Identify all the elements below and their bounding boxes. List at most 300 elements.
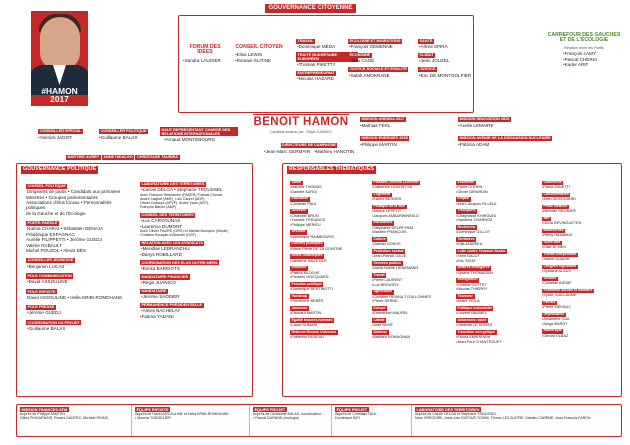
theme-label: Industrie [291,265,307,270]
theme-name: • Amandine GUIL [542,317,618,321]
theme-label: Urbanisme, sport [457,317,487,322]
haut-representant-name: • Arnaud MONTEBOURG [160,137,240,142]
theme-label: Logement [373,192,391,196]
responsables-column [372,179,448,341]
gp-text: Avec Olivier FAURE (GRG) et Martial Bourquin (Sénat), [140,229,229,234]
theme-name: • Pierre LAURENT [372,278,448,282]
pillar-label: ÉCOLOGIE ET MIGRATIONS [349,39,401,43]
mission-label: MISSION AGENDA 2017 [361,117,405,121]
bottom-text: Auprès de Christian PAUL : [335,412,379,417]
gp-text: de la Gauche et de l'Écologie [26,210,86,216]
responsables-columns [290,179,620,395]
governance-title-wrap [238,4,383,13]
pillar-name: • Jean JOUZEL [418,58,470,63]
pillar-label: CLIMAT [419,53,434,58]
hashtag-caption: #HAMON 2017 [41,85,78,105]
pillar-name: • Julia CAGÉ [348,58,410,63]
theme-item [542,263,618,274]
theme-name: • Annick LEPETIT [372,209,448,213]
mission-label: MISSION ÉNERGIES 2025 [361,136,408,140]
theme-name: • Gaëtan GORCE [372,242,448,246]
theme-item [456,207,532,222]
carrefour-block [545,33,623,68]
theme-label: Immigration [457,277,478,282]
theme-item [456,248,532,263]
gp-text: Associations d'élus locaux • Personnalités politiques [26,199,112,211]
theme-item [542,299,618,310]
theme-name: • Catherine LEMORTON [372,185,448,189]
theme-name: • Vivianne LE DISSEZ [456,323,532,327]
mission-dissuasion [458,135,608,147]
theme-label: Recherche [457,224,476,229]
theme-name: • Jean-Patrick GILLE [372,254,448,258]
mission-name: • Axelle LEMAIRE [458,123,568,128]
theme-label: Fiscalité, Revenu Universel [373,180,419,184]
theme-item [372,260,448,271]
pillar-name: • Nicolas HAZARD [296,76,358,81]
candidate-last-name: HAMON [303,116,349,128]
theme-label: Jeunesse [291,305,308,310]
theme-item [290,252,366,263]
theme-name: • Dominique RAIMBOURG [290,235,366,239]
theme-item [456,305,532,316]
theme-item [456,195,532,206]
theme-item [372,288,448,303]
theme-name: • Jean DESESSARD [542,197,618,201]
theme-label: Outre-mer [543,240,561,244]
theme-label: Transition énergétique [457,329,496,334]
bottom-text: Auprès de Carole DELGA et Stéphane TROUSSEL : [415,412,499,417]
gp-label: LABORATOIRE DES TERRITOIRES [141,182,205,186]
bottom-cell [17,405,119,436]
theme-name: • Sylvaine ALAUX [542,269,618,273]
theme-label: Famille [543,300,556,304]
theme-name: • Gérard ELBAZ [542,334,618,338]
theme-name: • Philippe MERIEU [290,223,366,227]
conseil-name: • Romain SLITINE [235,58,283,63]
theme-item [290,317,366,328]
theme-label: Biodiversité [543,228,564,232]
gp-text: Valérie RABAULT [26,242,63,248]
theme-label: Agriculture [373,289,393,294]
theme-item [290,207,366,227]
directeurs-label: DIRECTEURS DE CAMPAGNE [282,143,336,147]
theme-name: • Jacques AMBARWINKELD [372,214,448,218]
directeur-name: • Mathieu HANOTIN [314,149,354,154]
gp-text: • Danys ROBILLARD [140,252,250,257]
theme-name: • Serge BARDY [542,322,618,326]
responsables-title: RESPONSABLES THÉMATIQUES [289,166,374,172]
theme-label: Économie sociale et solidaire [543,288,593,292]
gp-text: François Baroin (AMF) [140,205,177,210]
theme-label: Emploi [457,196,470,201]
conseil-citoyen [235,45,283,63]
conseillers-row [66,154,196,160]
theme-item [290,195,366,206]
gp-text: • Carole DELGA • Stéphane TROUSSEL [140,187,250,192]
theme-item [372,248,448,259]
theme-item [372,272,448,287]
bottom-strip [16,404,622,437]
theme-name: • Chantal GUTTET [456,283,532,287]
mission-name: • Mathias FEKL [360,123,450,128]
bottom-cell [331,405,411,436]
theme-name: • Yannick TRIGANCE [290,218,366,222]
mission-agenda [360,116,450,128]
theme-name: • Eric SIGAT [456,259,532,263]
mission-name: • Philippe MARTIN [360,142,450,147]
theme-item [456,276,532,291]
gp-label: PERMANENCE PRÉSIDENTIELLE [141,303,203,308]
conseiller-badge: CHRISTIANE TAUBIRA [136,155,179,159]
conseiller-badge: MARTINE AUBRY [67,155,100,159]
theme-label: Dépendance [543,312,565,316]
gp-text: • Guillaume BALAS [26,326,131,331]
gp-text: • Régis JUANICO [140,280,250,285]
theme-name: • Dominique GILLOT [456,230,532,234]
theme-label: Langues régionales [543,264,577,268]
responsables-column [542,179,618,339]
theme-name: • Nicolas THIERRY [456,287,532,291]
directeur-name: • Jean-Marc GERMAIN [264,149,310,154]
theme-label: Égalité femmes-hommes [291,317,333,322]
theme-item [456,179,532,194]
theme-item [372,317,448,328]
theme-item [456,264,532,275]
gp-label: CONSEILLER JEUNESSE [27,258,74,263]
theme-item [290,264,366,279]
theme-name: • Pierre SERNE [372,299,448,303]
bottom-label: ÉQUIPE PROJET [336,407,368,412]
governance-title: GOUVERNANCE CITOYENNE [265,4,357,13]
theme-name: • Luc BROUSSY [372,283,448,287]
theme-name: • Patrick BLOCHE [290,271,366,275]
bottom-cell [411,405,621,436]
bottom-cell [249,405,331,436]
bottom-label: MISSION FINANCES-SFM [21,407,68,412]
theme-label: Territoires [457,236,475,241]
theme-label: Handicap [291,293,308,298]
gp-text: Ministres • Groupes parlementaires [26,194,98,200]
mission-name: • Patricia ADAM [458,142,608,147]
theme-label: Éducation [291,196,309,201]
theme-name: • Christian PAUL [290,202,366,206]
gp-label: PORTE-PAROLE [27,221,58,226]
gp-label: POLE COMMUNICATION [27,273,72,278]
theme-name: • André VIOLA [456,299,532,303]
theme-label: Politique industrielle [457,305,492,310]
theme-name: • Marie-Pierre DE LA GONTRIE [290,247,366,251]
haut-representant [160,127,240,143]
theme-label: Fonction publique [291,281,322,286]
conseiller-special-label: CONSEILLER SPÉCIAL [39,129,82,133]
pillar-label: TRAITÉ BUDGÉTAIRE EUROPÉEN [296,52,358,61]
theme-label: Commerce [543,180,562,184]
theme-item [372,179,448,190]
theme-label: Laïcité [373,317,385,322]
gp-text: • Benjamin LUCAS [26,264,131,269]
theme-label: Libertés publiques [291,241,323,246]
theme-item [542,215,618,226]
theme-item [456,224,532,235]
bottom-label: LABORATOIRE DES TERRITOIRES [416,407,480,412]
theme-name: • Michelle MEUNIER [542,209,618,213]
bottom-label: ÉQUIPE PROJET [254,407,286,412]
conseiller-special [38,128,96,140]
mission-innovation [458,116,568,128]
gp-text: Aurélie FILIPPETTI • Jérôme GUEDJ [26,237,102,243]
conseiller-politique-label: CONSEILLER POLITIQUE [100,129,147,133]
theme-item [542,275,618,286]
gp-left-column [26,183,131,334]
theme-item [372,203,448,218]
theme-name: • Pierre MÉHAUX [542,305,618,309]
theme-item [456,329,532,344]
gp-text: David ASSOULINE • Hella KRIBI-ROMDHANE [27,294,123,300]
haut-representant-label: HAUT REPRÉSENTANT CHARGÉ DES RELATIONS INTERNATIONALES [160,127,238,136]
gp-text: • Jérome SADDIER [140,294,250,299]
theme-item [542,251,618,262]
gp-text: Frédérique ESPAGNAC [26,231,75,237]
theme-item [542,203,618,214]
gouvernance-politique-title: GOUVERNANCE POLITIQUE [23,166,97,172]
theme-item [290,293,366,304]
theme-label: Consommation [543,192,569,196]
pillar-label: ÉCONOMIE [349,53,371,58]
theme-item [372,236,448,247]
forum-des-idees [183,45,227,63]
theme-name: • Christian ASSAF [542,281,618,285]
carrefour-name: • François LAMY [563,51,623,56]
theme-label: Lutte contre l'évasion fiscale [457,248,506,253]
pillar-label: SANTÉ [419,39,433,43]
theme-name: • Yanne GUAZIN [542,257,618,261]
theme-label: Institutions [373,220,393,225]
conseiller-special-name: • Yannick JADOT [38,135,96,140]
candidate-photo [31,11,88,106]
conseil-title: CONSEIL CITOYEN [235,44,283,50]
theme-name: • Dominique BERTINOTTI [290,287,366,291]
theme-name: • Édouard MARTIN [290,311,366,315]
theme-name: • Jean-Jacques FILLEUL [456,202,532,206]
mission-label: MISSION AVENIR DE LA DISSUASION NUCLÉAIRE [459,136,551,140]
carrefour-title: CARREFOUR DES GAUCHES ET DE L'ÉCOLOGIE [547,32,621,44]
theme-name: • Karine BERGER [372,197,448,201]
gp-text: • Alexis BACHELAY [140,308,250,313]
responsables-column [456,179,532,345]
theme-name: • Laurent BAUMEL [456,311,532,315]
theme-name: • Fabienne BUREAU [290,335,366,339]
theme-item [542,179,618,190]
gp-label: CONSEIL POLITIQUE [27,184,66,188]
theme-name: • Daniele AUROI [290,190,366,194]
theme-item [290,179,366,194]
gp-text: • Ericka BAREIGTS [140,266,250,271]
theme-name: • Sylvine THOMASSIN [456,271,532,275]
bottom-text: Gilles PINGUENAIS, Roxani DANTEC, Michèle RIVASI [20,416,109,421]
theme-name: • Jean-Paul CHANTEGUET [456,340,532,344]
theme-item [456,236,532,247]
theme-name: • Élise DI MEO [542,245,618,249]
theme-item [542,191,618,202]
theme-label: Protection sociale [373,248,404,253]
theme-label: Sécurité [291,229,306,234]
pillar-name: • François GEMENNE [348,44,410,49]
pillar-label: JUSTICE SOCIALE ET ÉGALITÉ [349,67,407,72]
theme-label: Numérique [543,328,562,333]
theme-name: • Charlotte BRUN [290,214,366,218]
theme-name: • Pierre COHEN [456,185,532,189]
theme-label: Tourisme [457,293,473,298]
theme-item [542,311,618,326]
gp-label: MANDATAIRE FINANCIER [141,274,189,279]
responsables-title-wrap [287,166,376,174]
gp-label: COORDINATION DU PROJET [27,320,80,325]
theme-name: • Bastien FRANÇOIS [372,230,448,234]
theme-item [542,287,618,298]
pillar-name: • Alfred SPIRA [418,44,470,49]
theme-item [290,329,366,340]
theme-item [372,219,448,234]
theme-name: • Sylvie GUILLAUME [542,293,618,297]
bottom-text: Marc GRÉGOIRE, Anne-Lise DUFOUR-TONINI, Florian LECOULTRE, Damien CARÊME, Jean-François FARON [415,416,591,421]
gp-label: MANDATAIRE [141,289,167,294]
theme-item [542,227,618,238]
gp-text: Christine Bouquin d'Albertini (DGF) [140,233,197,238]
gp-text: Avec François Rebsamen (FADER) Francis Chouat, [140,192,223,197]
gp-text: • Fatima YADANI [140,314,250,319]
bottom-label: ÉQUIPE RIPOSTE [136,407,169,412]
theme-name: • Emmanuel MAUREL [372,311,448,315]
theme-name: • Sandrine MAZETIER [290,259,366,263]
theme-label: Petite enfance [543,204,568,208]
theme-name: • Stéphanie DELPEYRAT [372,226,448,230]
theme-item [456,293,532,304]
forum-name: • Sandra LAUGIER [183,58,227,63]
gp-label: POLE PRESSE [27,305,55,310]
bottom-text: • Pascal DURAND (écologie) [253,416,300,421]
theme-name: • Chaynesse KHIROUNI [456,214,532,218]
theme-name: • Paola ZANETTI [542,185,618,189]
gp-text: • Luc CARVOUNAS [140,218,250,223]
theme-name: • Sandrine CHARNOZ [456,218,532,222]
theme-name: • Barbara ROMAGNAN [372,335,448,339]
gp-text: • Laurence DUMONT [140,224,250,229]
theme-label: Culture [373,236,386,241]
gp-text: • Jérome GUEDJ [26,310,131,315]
pillar-name: • Dominique MÉDA [296,44,358,49]
theme-item [542,327,618,338]
theme-item [290,281,366,292]
theme-label: Transports [457,208,476,213]
theme-label: Services publics [373,260,402,265]
theme-label: Droits numériques [291,253,323,258]
gp-text: Dirigeants de partis • Candidats aux primaires [27,189,121,195]
gp-text: • Mendlas LEBRANCHU [140,246,250,251]
gp-right-column [140,181,250,322]
gp-text: • David ASSOULINE [26,279,131,284]
theme-item [542,239,618,250]
gp-label: COORDINATION DES ÉLUS OUTRE-MERS [141,260,218,265]
theme-name: • Christine REVAULT D'ALLONNES [372,295,448,299]
carrefour-subtitle: Relation avec les Partis [564,45,604,50]
theme-label: Diversité [291,208,307,213]
conseiller-politique [99,128,157,140]
carrefour-name: • Kader ARIF [563,62,623,67]
theme-name: • Frédéric HOCQUARD [290,275,366,279]
candidate-first-name: BENOIT [253,116,300,128]
gp-label: POLE RIPOSTE [27,289,56,294]
responsables-column [290,179,366,341]
gouvernance-politique-title-wrap [21,166,98,174]
theme-label: Europe [373,305,386,310]
theme-name: • Olivia DEVINGUETEN [542,221,618,225]
carrefour-name: • Pascal CHERKI [563,57,623,62]
gp-text: Olivier Dussopt (APVF), André Viola (ADF), [140,201,210,206]
theme-label: Économie [457,180,475,184]
theme-label: Défense [373,329,388,334]
theme-name: • Kilia ANDRIEU [456,242,532,246]
theme-label: Mer [543,216,550,220]
theme-label: Santé [291,180,302,184]
mission-label: MISSION INNOVATION 2025 [459,117,510,121]
theme-name: • Rémy HAMMADI [542,233,618,237]
theme-name: • Pouria AMIRSHAHI [456,335,532,339]
gp-label: RELATION AVEC LES SYNDICATS [141,241,203,246]
theme-label: Travail [373,272,385,277]
bottom-cell [131,405,249,436]
forum-title: FORUM DES IDÉES [189,44,221,56]
pillar-name: • Salah AMOKRANE [348,73,410,78]
gp-text: Michel POUZOL • Alexis BÈS [26,248,86,253]
bottom-text: Dominique BEY [335,416,361,421]
theme-label: Affaires étrangères [457,265,490,270]
conseiller-politique-name: • Guillaume BALAS [99,135,157,140]
gp-text: André Laignel (AMF), Loïc Cauret (ADF), [140,196,206,201]
theme-name: • Yann GALUT [456,254,532,258]
theme-item [290,240,366,251]
bottom-text: Auprès de Philippe MARTIN : [20,412,67,417]
theme-item [372,305,448,316]
theme-name: • Marie-Noëlle LIENEMANN [372,266,448,270]
gp-label: CONSEIL DES TERRITOIRES [141,213,194,218]
theme-item [290,228,366,239]
directeurs-block [264,142,354,154]
pillar-name: • Eric DE MONTGOLFIER [418,73,470,78]
theme-label: Politique de la ville [373,204,406,208]
theme-label: Réforme Revenu Universel [291,329,337,334]
mission-energies [360,135,450,147]
theme-name: • Pervenche BERÈS [290,299,366,303]
bottom-text: Auprès de Guillaume BALAS, coordinateur : [253,412,324,417]
pillar-label: TRAVAIL [297,39,314,43]
pillar-name: • Thomas PIKETTY [296,62,358,67]
governance-pillars [296,38,472,108]
conseil-name: • Elisa LEWIS [235,52,283,57]
conseiller-badge: ANNE HIDALGO [103,155,133,159]
theme-item [372,329,448,340]
theme-name: • Isabelle THOMAS [290,185,366,189]
theme-item [372,191,448,202]
theme-item [456,317,532,328]
pillar-label: ENTREPRENEURIAT [297,71,335,76]
theme-label: Seniors [543,276,557,280]
pillar-label: JUSTICE [419,67,436,72]
candidate-subtitle: Candidat soutenu par : Régis JUANICO [270,129,332,134]
theme-item [290,305,366,316]
bottom-text: Auprès de David ASSOULINE et Hella KRIBI-ROMDHANE : [135,412,231,417]
gp-text: Naïma CHARAI • Sébastien DENAJA [27,226,104,232]
